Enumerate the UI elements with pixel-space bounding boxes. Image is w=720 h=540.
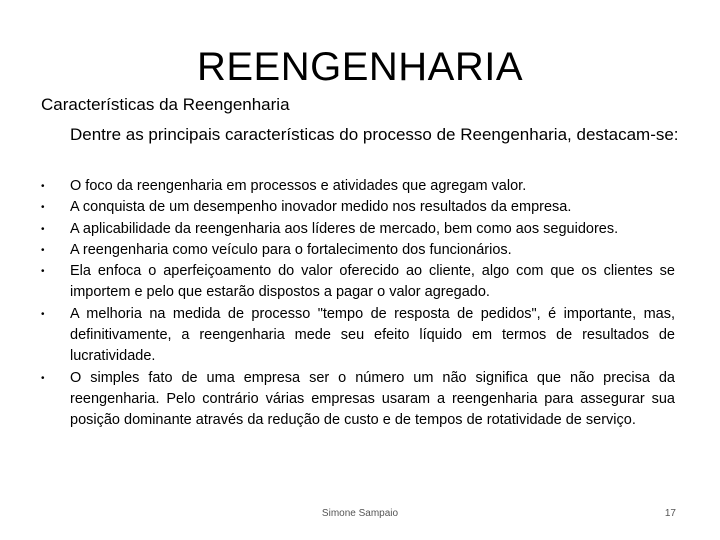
bullet-icon: • — [41, 266, 45, 278]
bullet-text: Ela enfoca o aperfeiçoamento do valor oferecido ao cliente, algo com que os clientes se importem e pelo que estarão dispostos a pagar o valor agregado. — [70, 263, 675, 301]
intro-text: Dentre as principais características do processo de Reengenharia, destacam-se: — [70, 125, 679, 144]
bullet-text: A conquista de um desempenho inovador medido nos resultados da empresa. — [70, 199, 572, 216]
bullet-text: A melhoria na medida de processo "tempo de resposta de pedidos", é importante, mas, definitivamente, a reengenharia mede seu efeito líquido em termos de resultados de lucratividade. — [70, 305, 675, 365]
bullet-icon: • — [41, 308, 45, 320]
bullet-text: O simples fato de uma empresa ser o número um não significa que não precisa da reengenharia. Pelo contrário várias empresas usaram a reengenharia para assegurar sua posição dominante através da redução de custo e de tempos de rotatividade de serviço. — [70, 369, 675, 429]
footer-author: Simone Sampaio — [321, 508, 399, 519]
list-item — [41, 261, 675, 304]
bullet-icon: • — [41, 181, 45, 192]
bullet-text: O foco da reengenharia em processos e atividades que agregam valor. — [70, 178, 527, 194]
list-item — [41, 368, 675, 432]
list-item — [41, 240, 675, 261]
page-number: 17 — [664, 508, 676, 519]
bullet-text: A reengenharia como veículo para o fortalecimento dos funcionários. — [70, 241, 512, 258]
slide-subtitle: Características da Reengenharia — [41, 95, 290, 114]
list-item — [41, 176, 675, 197]
slide-title: REENGENHARIA — [196, 45, 524, 89]
list-item — [41, 219, 675, 240]
bullet-icon: • — [41, 372, 45, 384]
list-item — [41, 304, 675, 368]
bullet-icon: • — [41, 223, 45, 235]
bullet-icon: • — [41, 244, 45, 256]
bullet-list — [41, 176, 675, 432]
bullet-text: A aplicabilidade da reengenharia aos líderes de mercado, bem como aos seguidores. — [70, 220, 619, 237]
list-item — [41, 197, 675, 218]
bullet-icon: • — [41, 202, 45, 214]
